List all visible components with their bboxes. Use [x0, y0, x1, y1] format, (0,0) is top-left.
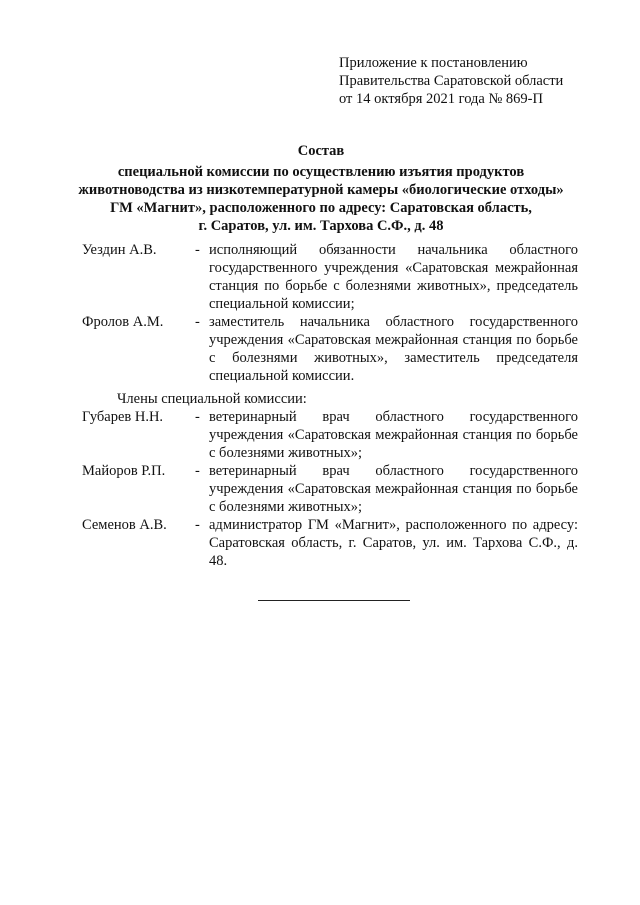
dash-separator: - [195, 463, 200, 479]
person-name: Майоров Р.П. [82, 463, 166, 479]
title-line-4: ГМ «Магнит», расположенного по адресу: Саратовская область, [110, 200, 532, 216]
document-title [60, 142, 582, 235]
annex-note [339, 54, 634, 108]
annex-line-2: Правительства Саратовской области [339, 73, 564, 89]
dash-separator: - [195, 517, 200, 533]
title-line-5: г. Саратов, ул. им. Тархова С.Ф., д. 48 [198, 218, 444, 234]
members-heading: Члены специальной комиссии: [117, 391, 307, 407]
person-name: Губарев Н.Н. [82, 409, 164, 425]
closing-divider-line [258, 600, 410, 601]
title-line-3: животноводства из низкотемпературной камеры «биологические отходы» [78, 182, 564, 198]
dash-separator: - [195, 409, 200, 425]
dash-separator: - [195, 242, 200, 258]
dash-separator: - [195, 314, 200, 330]
person-role: заместитель начальника областного государственного учреждения «Саратовская межрайонная станция по борьбе с болезнями животных», заместитель председателя специальной комиссии. [209, 314, 578, 384]
title-line-2: специальной комиссии по осуществлению изъятия продуктов [117, 164, 525, 180]
person-role: ветеринарный врач областного государственного учреждения «Саратовская межрайонная станция по борьбе с болезнями животных»; [209, 409, 578, 461]
person-name: Фролов А.М. [82, 314, 164, 330]
person-role: исполняющий обязанности начальника областного государственного учреждения «Саратовская межрайонная станция по борьбе с болезнями животных», председатель специальной комиссии; [209, 242, 578, 312]
person-role: ветеринарный врач областного государственного учреждения «Саратовская межрайонная станция по борьбе с болезнями животных»; [209, 463, 578, 515]
person-name: Уездин А.В. [82, 242, 157, 258]
title-line-1: Состав [297, 143, 345, 159]
annex-line-3: от 14 октября 2021 года № 869-П [339, 91, 543, 107]
person-role: администратор ГМ «Магнит», расположенного по адресу: Саратовская область, г. Саратов, ул. им. Тархова С.Ф., д. 48. [209, 517, 578, 569]
person-name: Семенов А.В. [82, 517, 167, 533]
annex-line-1: Приложение к постановлению [339, 55, 528, 71]
